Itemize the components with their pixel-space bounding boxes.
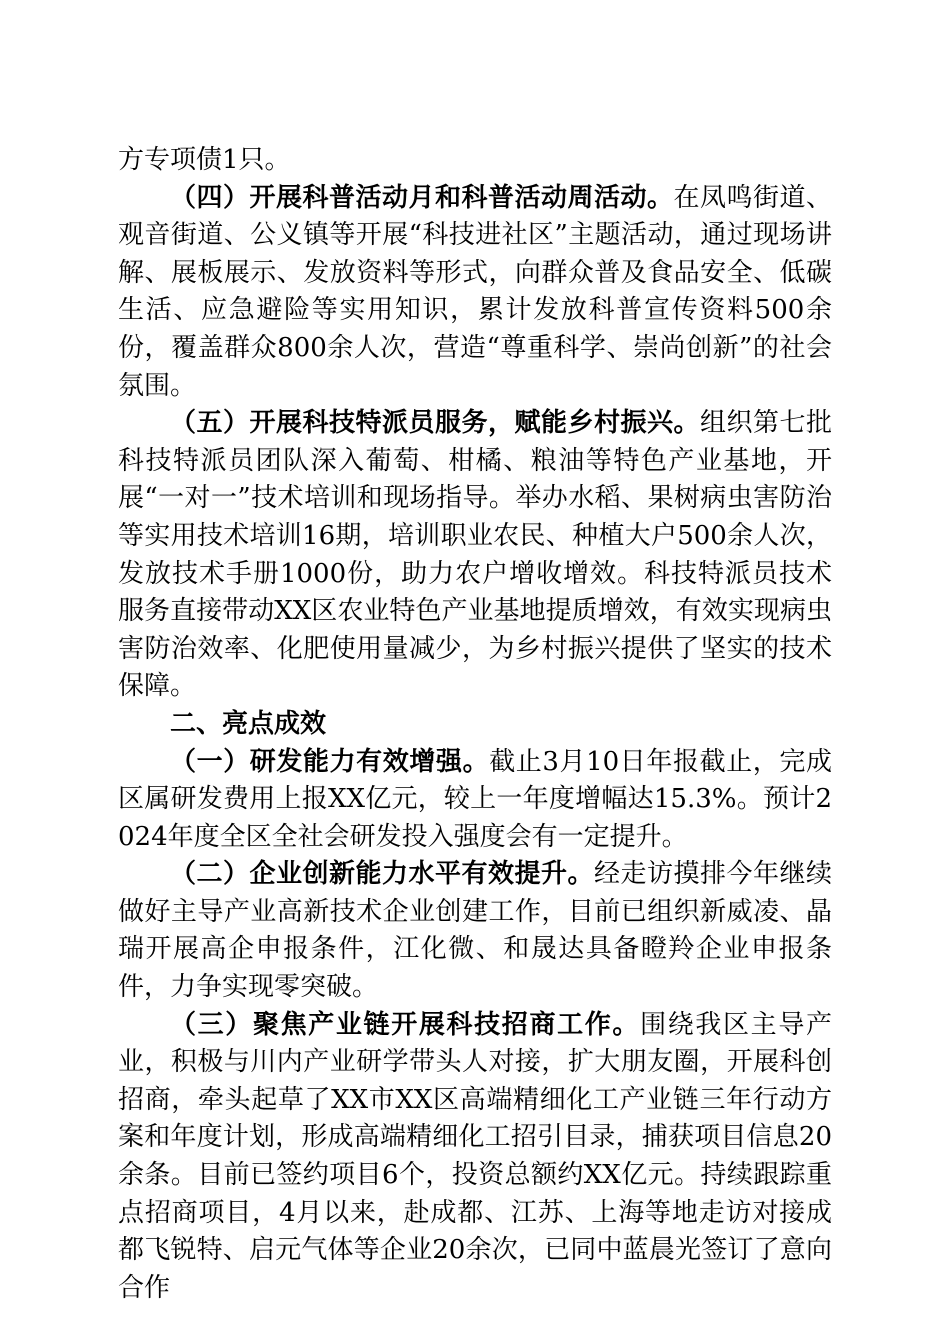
paragraph-lead: （二）企业创新能力水平有效提升。 <box>170 859 594 890</box>
paragraph-continuation <box>118 142 832 180</box>
paragraph-item-4 <box>118 180 832 406</box>
document-page <box>118 142 832 1307</box>
paragraph-item-1 <box>118 744 832 857</box>
paragraph-item-5 <box>118 405 832 706</box>
paragraph-body: 方专项债1只。 <box>118 145 291 175</box>
paragraph-body: 组织第七批科技特派员团队深入葡萄、柑橘、粮油等特色产业基地，开展“一对一”技术培训和现场指导。举办水稻、果树病虫害防治等实用技术培训16期，培训职业农民、种植大户500余人次，发放技术手册1000份，助力农户增收增效。科技特派员技术服务直接带动XX区农业特色产业基地提质增效，有效实现病虫害防治效率、化肥使用量减少，为乡村振兴提供了坚实的技术保障。 <box>118 408 832 702</box>
paragraph-body: 在凤鸣街道、观音街道、公义镇等开展“科技进社区”主题活动，通过现场讲解、展板展示、发放资料等形式，向群众普及食品安全、低碳生活、应急避险等实用知识，累计发放科普宣传资料500余份，覆盖群众800余人次，营造“尊重科学、崇尚创新”的社会氛围。 <box>118 182 832 401</box>
paragraph-item-3 <box>118 1007 832 1308</box>
paragraph-lead: （三）聚焦产业链开展科技招商工作。 <box>170 1009 641 1040</box>
paragraph-body: 围绕我区主导产业，积极与川内产业研学带头人对接，扩大朋友圈，开展科创招商，牵头起草了XX市XX区高端精细化工产业链三年行动方案和年度计划，形成高端精细化工招引目录，捕获项目信息20余条。目前已签约项目6个，投资总额约XX亿元。持续跟踪重点招商项目，4月以来，赴成都、江苏、上海等地走访对接成都飞锐特、启元气体等企业20余次，已同中蓝晨光签订了意向合作 <box>118 1009 832 1303</box>
paragraph-lead: （五）开展科技特派员服务，赋能乡村振兴。 <box>170 408 700 439</box>
paragraph-body: 经走访摸排今年继续做好主导产业高新技术企业创建工作，目前已组织新威凌、晶瑞开展高企申报条件，江化微、和晟达具备瞪羚企业申报条件，力争实现零突破。 <box>118 859 832 1003</box>
paragraph-lead: （四）开展科普活动月和科普活动周活动。 <box>170 182 674 213</box>
paragraph-lead: （一）研发能力有效增强。 <box>170 746 490 777</box>
section-heading <box>118 706 832 744</box>
section-heading-text: 二、亮点成效 <box>170 708 327 739</box>
paragraph-item-2 <box>118 856 832 1006</box>
paragraph-body: 截止3月10日年报截止，完成区属研发费用上报XX亿元，较上一年度增幅达15.3%。预计2024年度全区全社会研发投入强度会有一定提升。 <box>118 746 832 852</box>
